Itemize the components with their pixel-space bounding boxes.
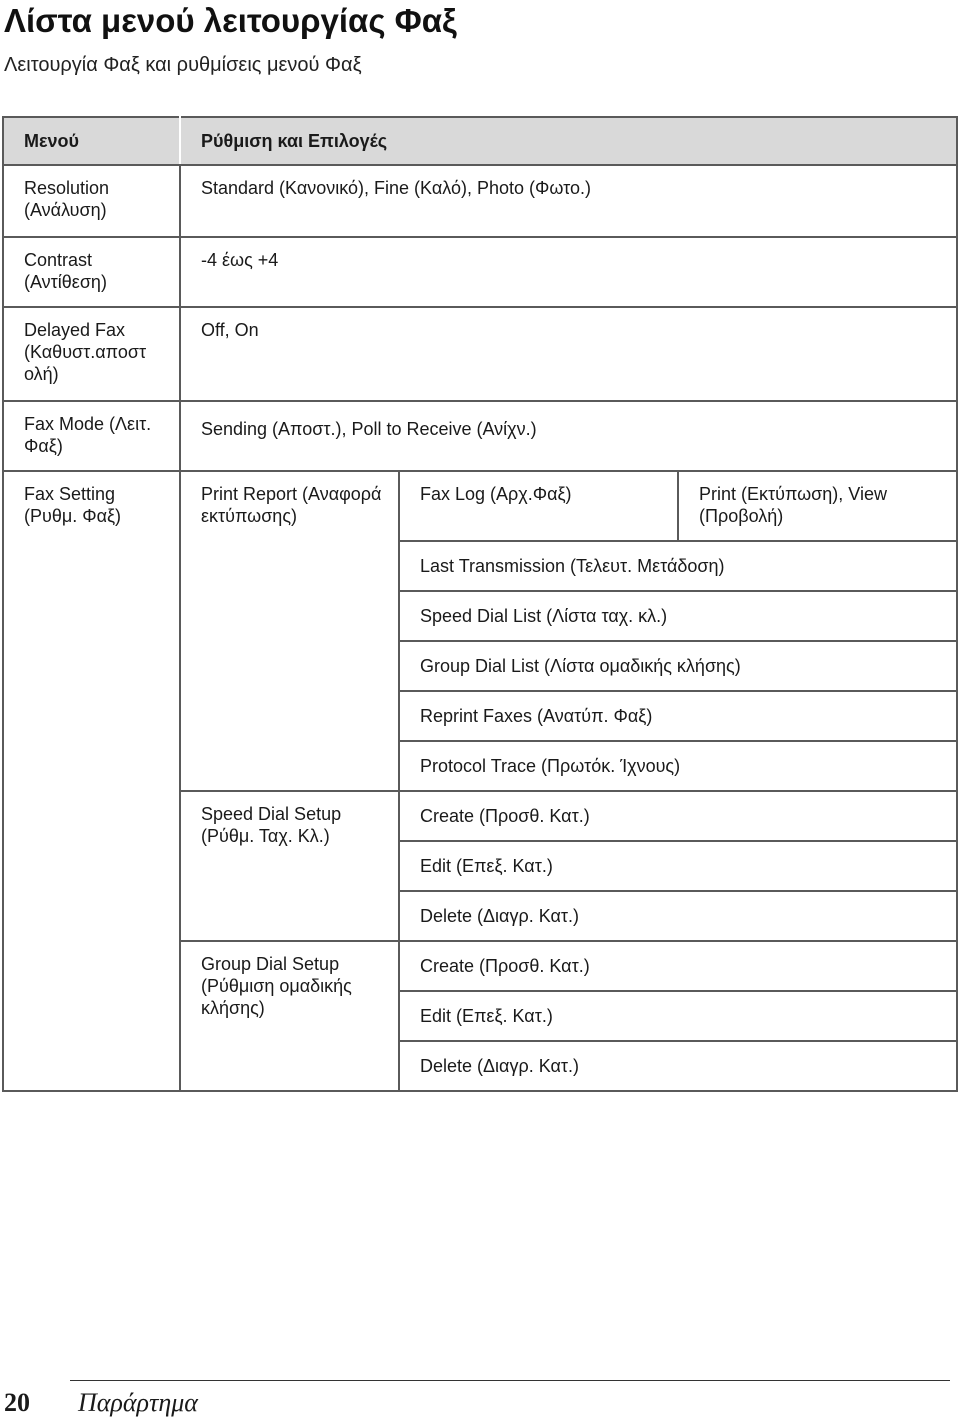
print-report-item: Last Transmission (Τελευτ. Μετάδοση): [399, 541, 957, 591]
table-row: [3, 307, 957, 401]
table-row: [3, 401, 957, 471]
print-report-item: Protocol Trace (Πρωτόκ. Ίχνους): [399, 741, 957, 791]
print-report-item: Speed Dial List (Λίστα ταχ. κλ.): [399, 591, 957, 641]
speed-dial-item: Delete (Διαγρ. Κατ.): [399, 891, 957, 941]
page-number: 20: [4, 1388, 30, 1417]
group-dial-setup-label: Group Dial Setup (Ρύθμιση ομαδικής κλήσης): [180, 941, 399, 1091]
value-fax-mode: Sending (Αποστ.), Poll to Receive (Ανίχν.): [180, 401, 957, 471]
value-resolution: Standard (Κανονικό), Fine (Καλό), Photo (Φωτο.): [180, 165, 957, 237]
speed-dial-item: Edit (Επεξ. Κατ.): [399, 841, 957, 891]
value-delayed-fax: Off, On: [180, 307, 957, 401]
fax-log-options: Print (Εκτύπωση), View (Προβολή): [678, 471, 957, 541]
print-report-item: Group Dial List (Λίστα ομαδικής κλήσης): [399, 641, 957, 691]
menu-resolution: Resolution (Ανάλυση): [3, 165, 180, 237]
page-subtitle: Λειτουργία Φαξ και ρυθμίσεις μενού Φαξ: [4, 54, 362, 76]
header-options: Ρύθμιση και Επιλογές: [180, 117, 957, 165]
speed-dial-item: Create (Προσθ. Κατ.): [399, 791, 957, 841]
page-title: Λίστα μενού λειτουργίας Φαξ: [4, 2, 457, 39]
menu-delayed-fax: Delayed Fax (Καθυστ.αποστ ολή): [3, 307, 180, 401]
fax-menu-table: [2, 116, 958, 1092]
print-report-label: Print Report (Αναφορά εκτύπωσης): [180, 471, 399, 791]
menu-contrast: Contrast (Αντίθεση): [3, 237, 180, 307]
header-menu: Μενού: [3, 117, 180, 165]
print-report-item: Reprint Faxes (Ανατύπ. Φαξ): [399, 691, 957, 741]
table-row: [3, 165, 957, 237]
table-row: [3, 471, 957, 541]
group-dial-item: Delete (Διαγρ. Κατ.): [399, 1041, 957, 1091]
footer-rule: [70, 1380, 950, 1381]
section-name: Παράρτημα: [78, 1388, 198, 1417]
speed-dial-setup-label: Speed Dial Setup (Ρύθμ. Ταχ. Κλ.): [180, 791, 399, 941]
menu-fax-setting: Fax Setting (Ρυθμ. Φαξ): [3, 471, 180, 1091]
menu-fax-mode: Fax Mode (Λειτ. Φαξ): [3, 401, 180, 471]
table-header-row: [3, 117, 957, 165]
value-contrast: -4 έως +4: [180, 237, 957, 307]
group-dial-item: Edit (Επεξ. Κατ.): [399, 991, 957, 1041]
table-row: [3, 237, 957, 307]
fax-log-item: Fax Log (Αρχ.Φαξ): [399, 471, 678, 541]
group-dial-item: Create (Προσθ. Κατ.): [399, 941, 957, 991]
